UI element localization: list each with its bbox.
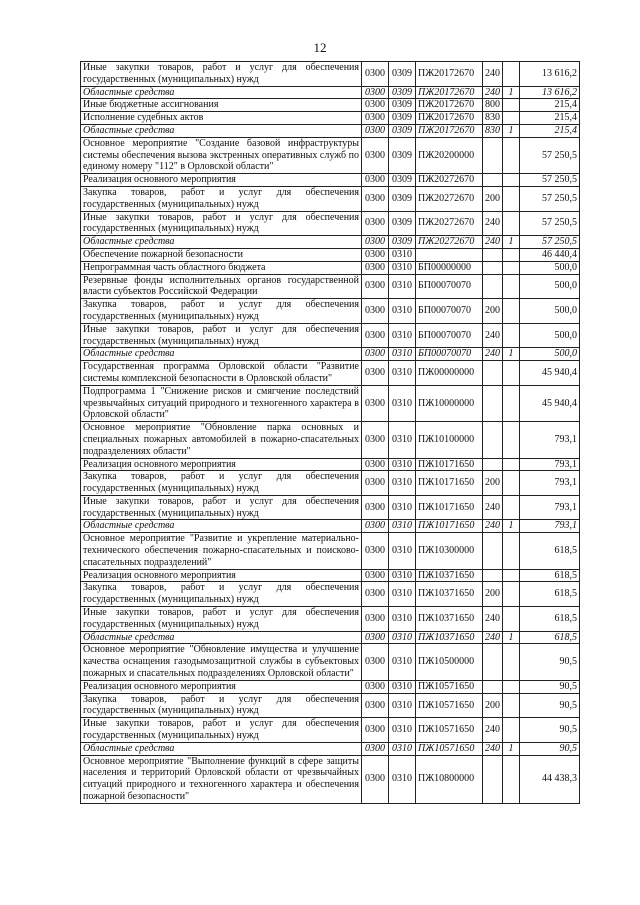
table-row bbox=[81, 299, 580, 324]
section-code-cell: 0300 bbox=[362, 471, 389, 496]
amount-cell: 618,5 bbox=[520, 607, 580, 632]
expense-type-cell: 240 bbox=[483, 520, 503, 533]
row-name-cell: Подпрограмма 1 "Снижение рисков и смягчение последствий чрезвычайных ситуаций природного и техногенного характера в Орловской области" bbox=[81, 385, 362, 421]
target-article-cell: ПЖ10800000 bbox=[416, 755, 483, 803]
table-row bbox=[81, 755, 580, 803]
target-article-cell: ПЖ20272670 bbox=[416, 186, 483, 211]
row-name-cell: Иные закупки товаров, работ и услуг для обеспечения государственных (муниципальных) нужд bbox=[81, 62, 362, 87]
funding-source-cell bbox=[503, 582, 520, 607]
amount-cell: 13 616,2 bbox=[520, 86, 580, 99]
section-code-cell: 0300 bbox=[362, 236, 389, 249]
funding-source-cell bbox=[503, 458, 520, 471]
table-row bbox=[81, 99, 580, 112]
section-code-cell: 0300 bbox=[362, 742, 389, 755]
amount-cell: 500,0 bbox=[520, 348, 580, 361]
row-name-cell: Областные средства bbox=[81, 236, 362, 249]
section-code-cell: 0300 bbox=[362, 631, 389, 644]
row-name-cell: Обеспечение пожарной безопасности bbox=[81, 248, 362, 261]
target-article-cell: БП00000000 bbox=[416, 261, 483, 274]
table-row bbox=[81, 631, 580, 644]
subsection-code-cell: 0310 bbox=[389, 261, 416, 274]
target-article-cell: ПЖ20272670 bbox=[416, 174, 483, 187]
subsection-code-cell: 0310 bbox=[389, 385, 416, 421]
section-code-cell: 0300 bbox=[362, 361, 389, 386]
funding-source-cell bbox=[503, 323, 520, 348]
table-row bbox=[81, 569, 580, 582]
table-row bbox=[81, 274, 580, 299]
target-article-cell: ПЖ20272670 bbox=[416, 211, 483, 236]
expense-type-cell bbox=[483, 137, 503, 173]
subsection-code-cell: 0310 bbox=[389, 495, 416, 520]
subsection-code-cell: 0310 bbox=[389, 422, 416, 458]
expense-type-cell: 240 bbox=[483, 718, 503, 743]
amount-cell: 44 438,3 bbox=[520, 755, 580, 803]
subsection-code-cell: 0310 bbox=[389, 323, 416, 348]
expense-type-cell: 240 bbox=[483, 86, 503, 99]
subsection-code-cell: 0310 bbox=[389, 274, 416, 299]
funding-source-cell: 1 bbox=[503, 348, 520, 361]
expense-type-cell: 240 bbox=[483, 236, 503, 249]
expense-type-cell bbox=[483, 274, 503, 299]
section-code-cell: 0300 bbox=[362, 680, 389, 693]
section-code-cell: 0300 bbox=[362, 755, 389, 803]
section-code-cell: 0300 bbox=[362, 86, 389, 99]
row-name-cell: Реализация основного мероприятия bbox=[81, 680, 362, 693]
funding-source-cell bbox=[503, 495, 520, 520]
table-row bbox=[81, 680, 580, 693]
expense-type-cell: 830 bbox=[483, 124, 503, 137]
section-code-cell: 0300 bbox=[362, 644, 389, 680]
table-row bbox=[81, 62, 580, 87]
amount-cell: 793,1 bbox=[520, 422, 580, 458]
section-code-cell: 0300 bbox=[362, 323, 389, 348]
expense-type-cell bbox=[483, 248, 503, 261]
subsection-code-cell: 0310 bbox=[389, 631, 416, 644]
subsection-code-cell: 0309 bbox=[389, 174, 416, 187]
expense-type-cell: 240 bbox=[483, 631, 503, 644]
expense-type-cell: 240 bbox=[483, 62, 503, 87]
funding-source-cell bbox=[503, 112, 520, 125]
table-row bbox=[81, 607, 580, 632]
subsection-code-cell: 0310 bbox=[389, 361, 416, 386]
target-article-cell: ПЖ10571650 bbox=[416, 742, 483, 755]
amount-cell: 45 940,4 bbox=[520, 361, 580, 386]
row-name-cell: Основное мероприятие "Создание базовой инфраструктуры системы обеспечения вызова экстренных оперативных служб по единому номеру "112" в Орловской области" bbox=[81, 137, 362, 173]
amount-cell: 13 616,2 bbox=[520, 62, 580, 87]
expense-type-cell: 240 bbox=[483, 323, 503, 348]
target-article-cell: ПЖ10571650 bbox=[416, 680, 483, 693]
row-name-cell: Областные средства bbox=[81, 124, 362, 137]
amount-cell: 500,0 bbox=[520, 274, 580, 299]
section-code-cell: 0300 bbox=[362, 520, 389, 533]
row-name-cell: Реализация основного мероприятия bbox=[81, 174, 362, 187]
amount-cell: 90,5 bbox=[520, 693, 580, 718]
funding-source-cell bbox=[503, 755, 520, 803]
section-code-cell: 0300 bbox=[362, 112, 389, 125]
funding-source-cell bbox=[503, 718, 520, 743]
subsection-code-cell: 0309 bbox=[389, 86, 416, 99]
subsection-code-cell: 0310 bbox=[389, 582, 416, 607]
expense-type-cell bbox=[483, 680, 503, 693]
row-name-cell: Областные средства bbox=[81, 520, 362, 533]
funding-source-cell bbox=[503, 186, 520, 211]
amount-cell: 57 250,5 bbox=[520, 137, 580, 173]
amount-cell: 500,0 bbox=[520, 299, 580, 324]
amount-cell: 618,5 bbox=[520, 631, 580, 644]
table-row bbox=[81, 86, 580, 99]
funding-source-cell bbox=[503, 174, 520, 187]
funding-source-cell bbox=[503, 299, 520, 324]
funding-source-cell bbox=[503, 680, 520, 693]
table-row bbox=[81, 137, 580, 173]
expense-type-cell: 240 bbox=[483, 495, 503, 520]
section-code-cell: 0300 bbox=[362, 62, 389, 87]
funding-source-cell bbox=[503, 569, 520, 582]
expense-type-cell bbox=[483, 755, 503, 803]
row-name-cell: Основное мероприятие "Выполнение функций в сфере защиты населения и территорий Орловской области от чрезвычайных ситуаций природного и техногенного характера и обеспечения пожарной безопасности" bbox=[81, 755, 362, 803]
target-article-cell: ПЖ10171650 bbox=[416, 495, 483, 520]
target-article-cell bbox=[416, 248, 483, 261]
row-name-cell: Областные средства bbox=[81, 742, 362, 755]
page-number: 12 bbox=[313, 40, 327, 55]
target-article-cell: ПЖ10100000 bbox=[416, 422, 483, 458]
funding-source-cell bbox=[503, 248, 520, 261]
table-row bbox=[81, 112, 580, 125]
subsection-code-cell: 0309 bbox=[389, 236, 416, 249]
amount-cell: 57 250,5 bbox=[520, 174, 580, 187]
expense-type-cell bbox=[483, 533, 503, 569]
subsection-code-cell: 0309 bbox=[389, 99, 416, 112]
table-row bbox=[81, 422, 580, 458]
amount-cell: 215,4 bbox=[520, 112, 580, 125]
funding-source-cell bbox=[503, 261, 520, 274]
subsection-code-cell: 0309 bbox=[389, 124, 416, 137]
amount-cell: 500,0 bbox=[520, 261, 580, 274]
funding-source-cell: 1 bbox=[503, 631, 520, 644]
table-row bbox=[81, 471, 580, 496]
row-name-cell: Областные средства bbox=[81, 348, 362, 361]
section-code-cell: 0300 bbox=[362, 458, 389, 471]
funding-source-cell bbox=[503, 62, 520, 87]
row-name-cell: Иные закупки товаров, работ и услуг для обеспечения государственных (муниципальных) нужд bbox=[81, 211, 362, 236]
section-code-cell: 0300 bbox=[362, 248, 389, 261]
table-row bbox=[81, 458, 580, 471]
expense-type-cell: 200 bbox=[483, 299, 503, 324]
table-row bbox=[81, 236, 580, 249]
funding-source-cell bbox=[503, 211, 520, 236]
amount-cell: 793,1 bbox=[520, 458, 580, 471]
funding-source-cell bbox=[503, 644, 520, 680]
target-article-cell: ПЖ10171650 bbox=[416, 471, 483, 496]
expense-type-cell: 240 bbox=[483, 607, 503, 632]
amount-cell: 618,5 bbox=[520, 569, 580, 582]
subsection-code-cell: 0310 bbox=[389, 680, 416, 693]
target-article-cell: ПЖ10371650 bbox=[416, 569, 483, 582]
subsection-code-cell: 0310 bbox=[389, 755, 416, 803]
section-code-cell: 0300 bbox=[362, 495, 389, 520]
subsection-code-cell: 0309 bbox=[389, 62, 416, 87]
amount-cell: 500,0 bbox=[520, 323, 580, 348]
section-code-cell: 0300 bbox=[362, 211, 389, 236]
target-article-cell: БП00070070 bbox=[416, 323, 483, 348]
amount-cell: 90,5 bbox=[520, 680, 580, 693]
expense-type-cell: 200 bbox=[483, 582, 503, 607]
row-name-cell: Закупка товаров, работ и услуг для обеспечения государственных (муниципальных) нужд bbox=[81, 186, 362, 211]
section-code-cell: 0300 bbox=[362, 174, 389, 187]
funding-source-cell bbox=[503, 361, 520, 386]
expense-type-cell: 800 bbox=[483, 99, 503, 112]
table-row bbox=[81, 261, 580, 274]
expense-type-cell bbox=[483, 458, 503, 471]
row-name-cell: Реализация основного мероприятия bbox=[81, 569, 362, 582]
table-row bbox=[81, 174, 580, 187]
expense-type-cell: 240 bbox=[483, 348, 503, 361]
expense-type-cell: 200 bbox=[483, 693, 503, 718]
section-code-cell: 0300 bbox=[362, 261, 389, 274]
section-code-cell: 0300 bbox=[362, 137, 389, 173]
target-article-cell: ПЖ10571650 bbox=[416, 718, 483, 743]
target-article-cell: ПЖ10171650 bbox=[416, 458, 483, 471]
row-name-cell: Иные закупки товаров, работ и услуг для обеспечения государственных (муниципальных) нужд bbox=[81, 718, 362, 743]
section-code-cell: 0300 bbox=[362, 99, 389, 112]
amount-cell: 618,5 bbox=[520, 533, 580, 569]
target-article-cell: БП00070070 bbox=[416, 274, 483, 299]
amount-cell: 90,5 bbox=[520, 718, 580, 743]
amount-cell: 793,1 bbox=[520, 495, 580, 520]
row-name-cell: Закупка товаров, работ и услуг для обеспечения государственных (муниципальных) нужд bbox=[81, 582, 362, 607]
section-code-cell: 0300 bbox=[362, 299, 389, 324]
target-article-cell: ПЖ10371650 bbox=[416, 631, 483, 644]
amount-cell: 618,5 bbox=[520, 582, 580, 607]
table-row bbox=[81, 211, 580, 236]
subsection-code-cell: 0310 bbox=[389, 533, 416, 569]
amount-cell: 90,5 bbox=[520, 644, 580, 680]
section-code-cell: 0300 bbox=[362, 569, 389, 582]
row-name-cell: Непрограммная часть областного бюджета bbox=[81, 261, 362, 274]
target-article-cell: ПЖ10500000 bbox=[416, 644, 483, 680]
table-row bbox=[81, 718, 580, 743]
target-article-cell: ПЖ10300000 bbox=[416, 533, 483, 569]
amount-cell: 793,1 bbox=[520, 520, 580, 533]
section-code-cell: 0300 bbox=[362, 422, 389, 458]
funding-source-cell bbox=[503, 99, 520, 112]
section-code-cell: 0300 bbox=[362, 274, 389, 299]
row-name-cell: Областные средства bbox=[81, 86, 362, 99]
subsection-code-cell: 0310 bbox=[389, 458, 416, 471]
funding-source-cell bbox=[503, 471, 520, 496]
target-article-cell: ПЖ20172670 bbox=[416, 99, 483, 112]
target-article-cell: ПЖ10171650 bbox=[416, 520, 483, 533]
amount-cell: 45 940,4 bbox=[520, 385, 580, 421]
amount-cell: 46 440,4 bbox=[520, 248, 580, 261]
subsection-code-cell: 0310 bbox=[389, 569, 416, 582]
expense-type-cell bbox=[483, 174, 503, 187]
section-code-cell: 0300 bbox=[362, 533, 389, 569]
funding-source-cell bbox=[503, 137, 520, 173]
table-row bbox=[81, 348, 580, 361]
amount-cell: 793,1 bbox=[520, 471, 580, 496]
table-row bbox=[81, 124, 580, 137]
table-row bbox=[81, 533, 580, 569]
expense-type-cell: 200 bbox=[483, 186, 503, 211]
expense-type-cell bbox=[483, 385, 503, 421]
target-article-cell: ПЖ20272670 bbox=[416, 236, 483, 249]
row-name-cell: Иные закупки товаров, работ и услуг для обеспечения государственных (муниципальных) нужд bbox=[81, 495, 362, 520]
amount-cell: 57 250,5 bbox=[520, 186, 580, 211]
amount-cell: 57 250,5 bbox=[520, 211, 580, 236]
subsection-code-cell: 0310 bbox=[389, 520, 416, 533]
row-name-cell: Резервные фонды исполнительных органов государственной власти субъектов Российской Федерации bbox=[81, 274, 362, 299]
expense-type-cell: 200 bbox=[483, 471, 503, 496]
expense-type-cell bbox=[483, 361, 503, 386]
row-name-cell: Государственная программа Орловской области "Развитие системы комплексной безопасности в Орловской области" bbox=[81, 361, 362, 386]
row-name-cell: Закупка товаров, работ и услуг для обеспечения государственных (муниципальных) нужд bbox=[81, 471, 362, 496]
row-name-cell: Иные закупки товаров, работ и услуг для обеспечения государственных (муниципальных) нужд bbox=[81, 323, 362, 348]
subsection-code-cell: 0310 bbox=[389, 348, 416, 361]
table-row bbox=[81, 248, 580, 261]
target-article-cell: ПЖ00000000 bbox=[416, 361, 483, 386]
table-row bbox=[81, 385, 580, 421]
funding-source-cell bbox=[503, 274, 520, 299]
subsection-code-cell: 0310 bbox=[389, 299, 416, 324]
target-article-cell: БП00070070 bbox=[416, 299, 483, 324]
section-code-cell: 0300 bbox=[362, 693, 389, 718]
target-article-cell: ПЖ10000000 bbox=[416, 385, 483, 421]
subsection-code-cell: 0309 bbox=[389, 112, 416, 125]
table-row bbox=[81, 323, 580, 348]
target-article-cell: ПЖ10371650 bbox=[416, 582, 483, 607]
table-row bbox=[81, 495, 580, 520]
subsection-code-cell: 0310 bbox=[389, 248, 416, 261]
row-name-cell: Основное мероприятие "Обновление парка основных и специальных пожарных автомобилей в пожарно-спасательных подразделениях области" bbox=[81, 422, 362, 458]
funding-source-cell: 1 bbox=[503, 742, 520, 755]
section-code-cell: 0300 bbox=[362, 385, 389, 421]
target-article-cell: ПЖ20172670 bbox=[416, 112, 483, 125]
row-name-cell: Реализация основного мероприятия bbox=[81, 458, 362, 471]
funding-source-cell: 1 bbox=[503, 520, 520, 533]
row-name-cell: Закупка товаров, работ и услуг для обеспечения государственных (муниципальных) нужд bbox=[81, 299, 362, 324]
expense-type-cell bbox=[483, 644, 503, 680]
funding-source-cell bbox=[503, 422, 520, 458]
funding-source-cell bbox=[503, 607, 520, 632]
budget-table bbox=[80, 61, 580, 804]
funding-source-cell bbox=[503, 385, 520, 421]
expense-type-cell: 830 bbox=[483, 112, 503, 125]
section-code-cell: 0300 bbox=[362, 124, 389, 137]
expense-type-cell: 240 bbox=[483, 211, 503, 236]
table-row bbox=[81, 520, 580, 533]
row-name-cell: Исполнение судебных актов bbox=[81, 112, 362, 125]
table-row bbox=[81, 742, 580, 755]
subsection-code-cell: 0309 bbox=[389, 137, 416, 173]
expense-type-cell bbox=[483, 261, 503, 274]
target-article-cell: ПЖ20172670 bbox=[416, 124, 483, 137]
target-article-cell: ПЖ20172670 bbox=[416, 62, 483, 87]
section-code-cell: 0300 bbox=[362, 582, 389, 607]
target-article-cell: ПЖ10571650 bbox=[416, 693, 483, 718]
table-row bbox=[81, 582, 580, 607]
amount-cell: 215,4 bbox=[520, 124, 580, 137]
subsection-code-cell: 0310 bbox=[389, 471, 416, 496]
row-name-cell: Областные средства bbox=[81, 631, 362, 644]
row-name-cell: Закупка товаров, работ и услуг для обеспечения государственных (муниципальных) нужд bbox=[81, 693, 362, 718]
table-row bbox=[81, 644, 580, 680]
table-body bbox=[81, 62, 580, 804]
table-row bbox=[81, 361, 580, 386]
expense-type-cell bbox=[483, 422, 503, 458]
funding-source-cell bbox=[503, 533, 520, 569]
row-name-cell: Иные закупки товаров, работ и услуг для обеспечения государственных (муниципальных) нужд bbox=[81, 607, 362, 632]
amount-cell: 215,4 bbox=[520, 99, 580, 112]
section-code-cell: 0300 bbox=[362, 607, 389, 632]
expense-type-cell bbox=[483, 569, 503, 582]
expense-type-cell: 240 bbox=[483, 742, 503, 755]
funding-source-cell: 1 bbox=[503, 236, 520, 249]
amount-cell: 90,5 bbox=[520, 742, 580, 755]
target-article-cell: ПЖ20172670 bbox=[416, 86, 483, 99]
funding-source-cell bbox=[503, 693, 520, 718]
section-code-cell: 0300 bbox=[362, 718, 389, 743]
target-article-cell: БП00070070 bbox=[416, 348, 483, 361]
amount-cell: 57 250,5 bbox=[520, 236, 580, 249]
subsection-code-cell: 0310 bbox=[389, 644, 416, 680]
section-code-cell: 0300 bbox=[362, 186, 389, 211]
target-article-cell: ПЖ20200000 bbox=[416, 137, 483, 173]
row-name-cell: Основное мероприятие "Обновление имущества и улучшение качества оснащения газодымозащитной службы в субъектовых пожарных и спасательных подразделениях Орловской области" bbox=[81, 644, 362, 680]
subsection-code-cell: 0309 bbox=[389, 211, 416, 236]
funding-source-cell: 1 bbox=[503, 124, 520, 137]
subsection-code-cell: 0310 bbox=[389, 718, 416, 743]
row-name-cell: Иные бюджетные ассигнования bbox=[81, 99, 362, 112]
funding-source-cell: 1 bbox=[503, 86, 520, 99]
subsection-code-cell: 0310 bbox=[389, 742, 416, 755]
subsection-code-cell: 0310 bbox=[389, 607, 416, 632]
subsection-code-cell: 0309 bbox=[389, 186, 416, 211]
subsection-code-cell: 0310 bbox=[389, 693, 416, 718]
section-code-cell: 0300 bbox=[362, 348, 389, 361]
row-name-cell: Основное мероприятие "Развитие и укрепление материально-технического обеспечения пожарно-спасательных и поисково-спасательных подразделений" bbox=[81, 533, 362, 569]
table-row bbox=[81, 693, 580, 718]
table-row bbox=[81, 186, 580, 211]
target-article-cell: ПЖ10371650 bbox=[416, 607, 483, 632]
